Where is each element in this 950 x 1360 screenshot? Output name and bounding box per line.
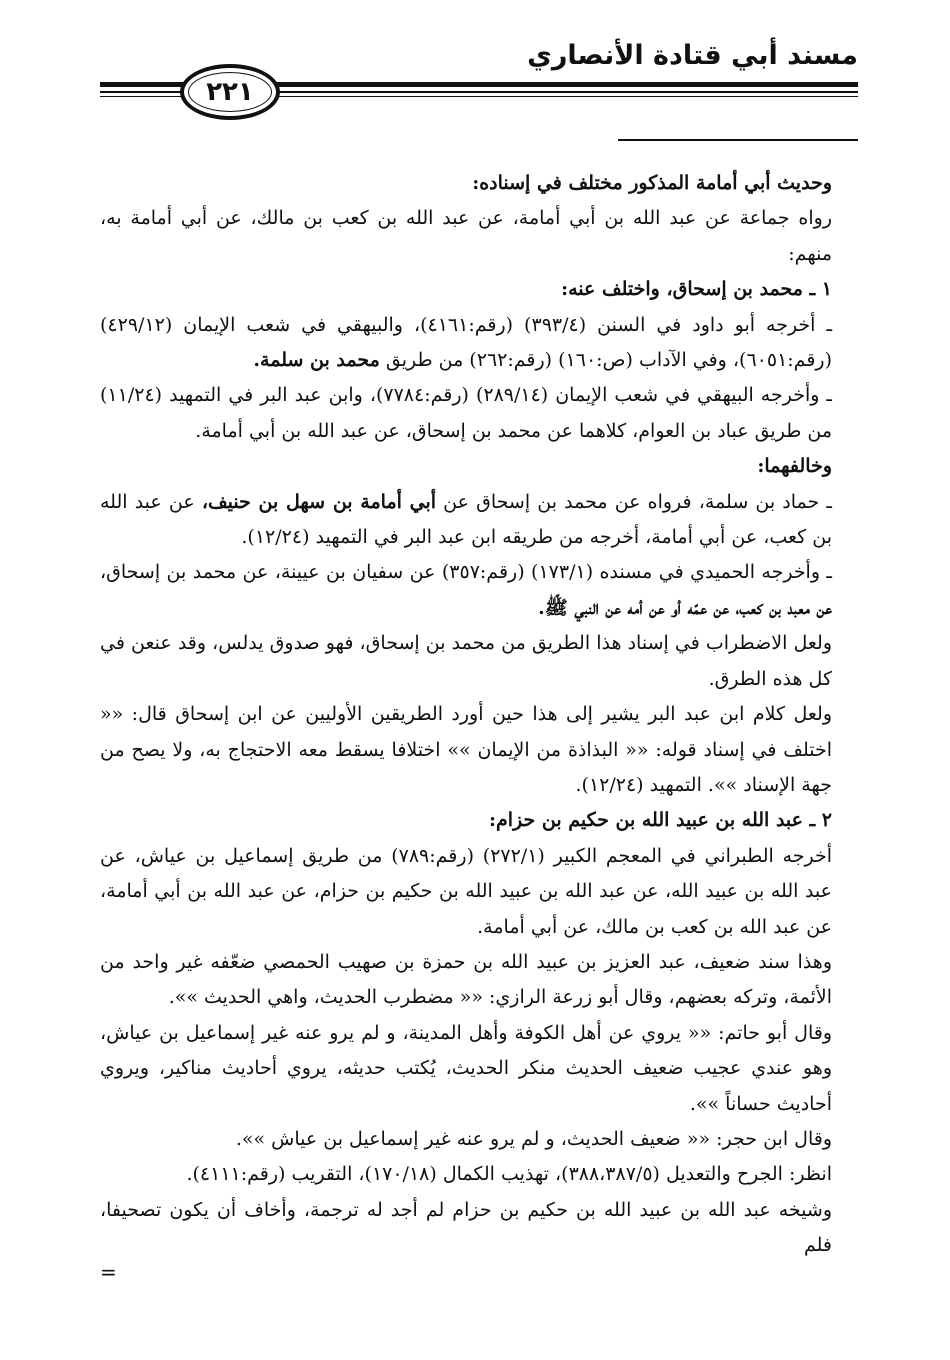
- paragraph: وقال ابن حجر: «« ضعيف الحديث، و لم يرو عنه غير إسماعيل بن عياش »».: [235, 1127, 832, 1150]
- paragraph: [100, 485, 832, 556]
- section-top-line: [618, 139, 858, 141]
- paragraph: أخرجه الطبراني في المعجم الكبير (٢٧٢/١) (رقم:٧٨٩) من طريق إسماعيل بن عياش، عن عبد الله بن عبيد الله، عن عبد الله بن عبيد الله بن حكيم بن حزام، عن عبد الله بن أبي أمامة، عن عبد الله بن كعب بن مالك، عن أبي أمامة.: [100, 844, 833, 938]
- paragraph: [100, 555, 832, 626]
- paragraph-bold-text: أبي أمامة بن سهل بن حنيف،: [201, 490, 437, 513]
- paragraph: ـ وأخرجه البيهقي في شعب الإيمان (٢٨٩/١٤) (رقم:٧٧٨٤)، وابن عبد البر في التمهيد (١١/٢٤) من طريق عباد بن العوام، كلاهما عن محمد بن إسحاق، عن عبد الله بن أبي أمامة.: [100, 384, 832, 442]
- continuation-marker: =: [100, 1260, 117, 1284]
- paragraph-text: ـ أخرجه أبو داود في السنن (٣٩٣/٤) (رقم:٤١٦١)، والبيهقي في شعب الإيمان (٤٢٩/١٢) (رقم:٦٠٥١)، وفي الآداب (ص:١٦٠) (رقم:٢٦٢) من طريق: [100, 313, 833, 372]
- paragraph-bold-text: عن معبد بن كعب، عن عمّه أو عن أمه عن النبي ﷺ.: [538, 596, 832, 619]
- heading-paragraph: ٢ ـ عبد الله بن عبيد الله بن حكيم بن حزام:: [489, 809, 832, 832]
- paragraph: رواه جماعة عن عبد الله بن أبي أمامة، عن عبد الله بن كعب بن مالك، عن أبي أمامة به، منهم:: [100, 207, 832, 265]
- page-number: ٢٢١: [206, 77, 254, 107]
- paragraph: [100, 308, 832, 379]
- paragraph: ولعل الاضطراب في إسناد هذا الطريق من محمد بن إسحاق، فهو صدوق يدلس، وقد عنعن في كل هذه الطرق.: [100, 632, 832, 690]
- body-text: [100, 166, 832, 1264]
- paragraph-text: عن عبد الله بن كعب، عن أبي أمامة، أخرجه من طريقه ابن عبد البر في التمهيد (١٢/٢٤).: [100, 490, 832, 549]
- heading-paragraph: وخالفهما:: [757, 455, 832, 478]
- paragraph-bold-text: محمد بن سلمة.: [253, 349, 380, 372]
- heading-paragraph: ١ ـ محمد بن إسحاق، واختلف عنه:: [561, 278, 832, 301]
- paragraph: وهذا سند ضعيف، عبد العزيز بن عبيد الله بن حمزة بن صهيب الحمصي ضعّفه غير واحد من الأئمة، وتركه بعضهم، وقال أبو زرعة الرازي: «« مضطرب الحديث، واهي الحديث »».: [100, 950, 832, 1009]
- heading-paragraph: وحديث أبي أمامة المذكور مختلف في إسناده:: [472, 172, 832, 194]
- paragraph-text: ـ حماد بن سلمة، فرواه عن محمد بن إسحاق عن: [436, 490, 832, 513]
- paragraph: انظر: الجرح والتعديل (٣٨٨،٣٨٧/٥)، تهذيب الكمال (١٧٠/١٨)، التقريب (رقم:٤١١١).: [186, 1163, 832, 1186]
- page-number-oval: [180, 64, 280, 120]
- paragraph: ولعل كلام ابن عبد البر يشير إلى هذا حين أورد الطريقين الأوليين عن ابن إسحاق قال: «« اختلف في إسناد قوله: «« البذاذة من الإيمان »» اختلافا يسقط معه الاحتجاج به، ولا يصح من جهة الإسناد »». التمهيد (١٢/٢٤).: [100, 703, 832, 796]
- book-title: مسند أبي قتادة الأنصاري: [527, 40, 858, 71]
- paragraph: وقال أبو حاتم: «« يروي عن أهل الكوفة وأهل المدينة، و لم يرو عنه غير إسماعيل بن عياش، وهو عندي عجيب ضعيف الحديث منكر الحديث، يُكتب حديثه، يروي أحاديث مناكير، ويروي أحاديث حساناً »».: [100, 1021, 832, 1115]
- paragraph: وشيخه عبد الله بن عبيد الله بن حكيم بن حزام لم أجد له ترجمة، وأخاف أن يكون تصحيفا، فلم: [100, 1198, 832, 1257]
- paragraph-text: ـ وأخرجه الحميدي في مسنده (١٧٣/١) (رقم:٣٥٧) عن سفيان بن عيينة، عن محمد بن إسحاق،: [100, 561, 832, 584]
